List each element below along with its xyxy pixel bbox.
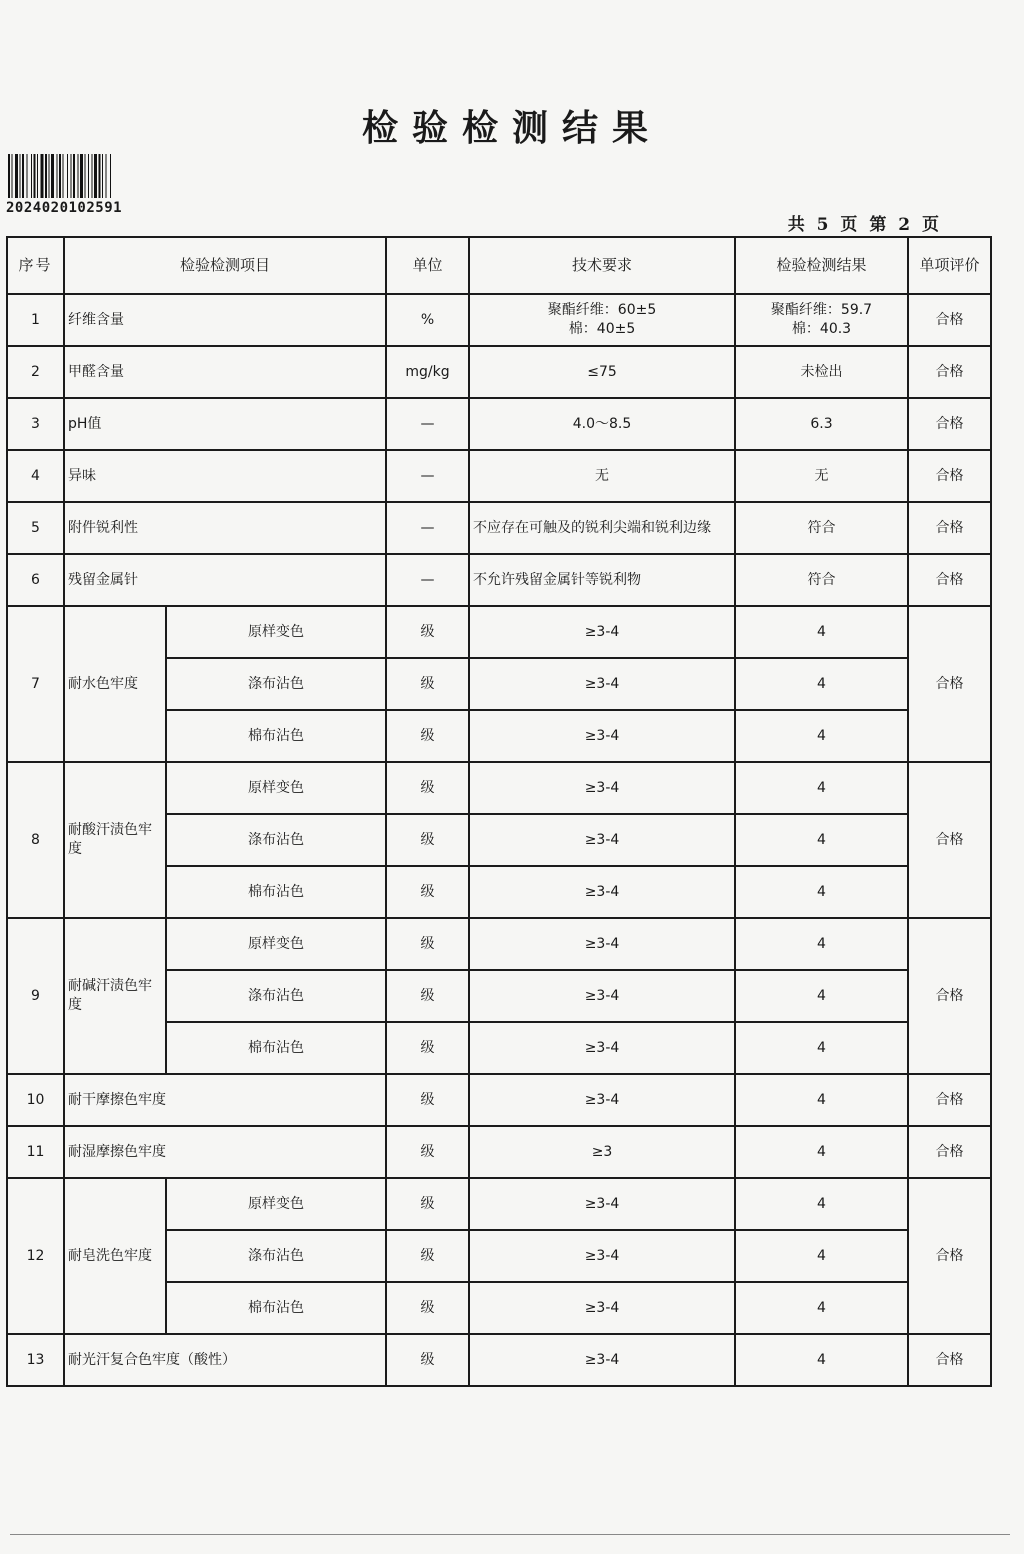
row-result: 6.3 [735, 398, 908, 450]
table-row [7, 294, 991, 346]
row-unit: % [386, 294, 469, 346]
table-row [7, 1126, 991, 1178]
header-seq: 序号 [7, 237, 64, 294]
row-subitem: 原样变色 [166, 918, 386, 970]
row-unit: 级 [386, 814, 469, 866]
row-unit: — [386, 554, 469, 606]
row-subitem: 棉布沾色 [166, 1282, 386, 1334]
row-result: 4 [735, 918, 908, 970]
row-requirement: ≤75 [469, 346, 735, 398]
row-unit: 级 [386, 762, 469, 814]
row-result: 聚酯纤维：59.7 棉：40.3 [735, 294, 908, 346]
row-seq: 6 [7, 554, 64, 606]
row-verdict: 合格 [908, 450, 991, 502]
row-result: 4 [735, 1178, 908, 1230]
row-item: 耐碱汗渍色牢度 [64, 918, 166, 1074]
row-verdict: 合格 [908, 918, 991, 1074]
row-seq: 5 [7, 502, 64, 554]
row-seq: 8 [7, 762, 64, 918]
row-verdict: 合格 [908, 502, 991, 554]
row-unit: 级 [386, 866, 469, 918]
row-item: 异味 [64, 450, 386, 502]
row-subitem: 棉布沾色 [166, 866, 386, 918]
row-unit: — [386, 450, 469, 502]
row-unit: 级 [386, 1230, 469, 1282]
row-result: 4 [735, 866, 908, 918]
row-requirement: 不允许残留金属针等锐利物 [469, 554, 735, 606]
row-item: 耐湿摩擦色牢度 [64, 1126, 386, 1178]
row-item: 附件锐利性 [64, 502, 386, 554]
row-item: 耐酸汗渍色牢度 [64, 762, 166, 918]
row-requirement: 4.0～8.5 [469, 398, 735, 450]
row-requirement: ≥3-4 [469, 970, 735, 1022]
header-result: 检验检测结果 [735, 237, 908, 294]
header-unit: 单位 [386, 237, 469, 294]
row-requirement: ≥3-4 [469, 606, 735, 658]
row-requirement: ≥3-4 [469, 658, 735, 710]
row-subitem: 涤布沾色 [166, 1230, 386, 1282]
header-item: 检验检测项目 [64, 237, 386, 294]
row-verdict: 合格 [908, 346, 991, 398]
row-result: 4 [735, 1022, 908, 1074]
table-row [7, 554, 991, 606]
row-requirement: ≥3-4 [469, 1230, 735, 1282]
table-row [7, 1334, 991, 1386]
row-result: 4 [735, 658, 908, 710]
table-row [7, 398, 991, 450]
row-result: 4 [735, 606, 908, 658]
row-subitem: 涤布沾色 [166, 814, 386, 866]
table-row [7, 606, 991, 658]
table-row [7, 346, 991, 398]
row-unit: 级 [386, 658, 469, 710]
row-subitem: 涤布沾色 [166, 970, 386, 1022]
row-verdict: 合格 [908, 1334, 991, 1386]
row-seq: 7 [7, 606, 64, 762]
row-requirement: ≥3 [469, 1126, 735, 1178]
barcode-icon [6, 154, 166, 198]
row-result: 4 [735, 1334, 908, 1386]
row-subitem: 涤布沾色 [166, 658, 386, 710]
row-subitem: 原样变色 [166, 606, 386, 658]
row-result: 4 [735, 970, 908, 1022]
row-item: 纤维含量 [64, 294, 386, 346]
row-requirement: ≥3-4 [469, 866, 735, 918]
row-unit: — [386, 502, 469, 554]
row-unit: — [386, 398, 469, 450]
row-subitem: 棉布沾色 [166, 710, 386, 762]
row-seq: 9 [7, 918, 64, 1074]
row-seq: 1 [7, 294, 64, 346]
row-seq: 10 [7, 1074, 64, 1126]
row-requirement: ≥3-4 [469, 762, 735, 814]
row-unit: 级 [386, 710, 469, 762]
row-seq: 12 [7, 1178, 64, 1334]
row-seq: 4 [7, 450, 64, 502]
row-verdict: 合格 [908, 554, 991, 606]
row-requirement: 聚酯纤维：60±5 棉：40±5 [469, 294, 735, 346]
row-seq: 3 [7, 398, 64, 450]
table-row [7, 918, 991, 970]
row-item: pH值 [64, 398, 386, 450]
bottom-rule [10, 1534, 1010, 1535]
report-title: 检验检测结果 [361, 108, 662, 149]
row-result: 4 [735, 762, 908, 814]
row-requirement: ≥3-4 [469, 814, 735, 866]
row-result: 4 [735, 814, 908, 866]
row-requirement: ≥3-4 [469, 918, 735, 970]
row-unit: 级 [386, 1126, 469, 1178]
results-table [6, 236, 992, 1387]
row-verdict: 合格 [908, 294, 991, 346]
row-item: 耐水色牢度 [64, 606, 166, 762]
row-item: 甲醛含量 [64, 346, 386, 398]
row-verdict: 合格 [908, 1126, 991, 1178]
row-item: 残留金属针 [64, 554, 386, 606]
row-result: 4 [735, 710, 908, 762]
row-verdict: 合格 [908, 1178, 991, 1334]
row-result: 符合 [735, 502, 908, 554]
row-seq: 13 [7, 1334, 64, 1386]
row-unit: 级 [386, 1074, 469, 1126]
row-unit: 级 [386, 918, 469, 970]
row-item: 耐皂洗色牢度 [64, 1178, 166, 1334]
row-requirement: 无 [469, 450, 735, 502]
header-verdict: 单项评价 [908, 237, 991, 294]
row-verdict: 合格 [908, 762, 991, 918]
row-result: 无 [735, 450, 908, 502]
table-row [7, 762, 991, 814]
row-result: 4 [735, 1282, 908, 1334]
row-verdict: 合格 [908, 1074, 991, 1126]
row-subitem: 原样变色 [166, 1178, 386, 1230]
header-requirement: 技术要求 [469, 237, 735, 294]
row-unit: mg/kg [386, 346, 469, 398]
row-result: 未检出 [735, 346, 908, 398]
row-result: 4 [735, 1230, 908, 1282]
row-unit: 级 [386, 1178, 469, 1230]
row-subitem: 原样变色 [166, 762, 386, 814]
row-unit: 级 [386, 970, 469, 1022]
row-verdict: 合格 [908, 606, 991, 762]
table-row [7, 1074, 991, 1126]
row-requirement: ≥3-4 [469, 1074, 735, 1126]
row-result: 符合 [735, 554, 908, 606]
row-unit: 级 [386, 606, 469, 658]
row-requirement: ≥3-4 [469, 1282, 735, 1334]
row-seq: 2 [7, 346, 64, 398]
table-row [7, 1178, 991, 1230]
table-row [7, 450, 991, 502]
table-header-row [7, 237, 991, 294]
row-unit: 级 [386, 1334, 469, 1386]
row-item: 耐干摩擦色牢度 [64, 1074, 386, 1126]
row-requirement: ≥3-4 [469, 710, 735, 762]
row-unit: 级 [386, 1022, 469, 1074]
row-requirement: ≥3-4 [469, 1022, 735, 1074]
row-result: 4 [735, 1126, 908, 1178]
row-result: 4 [735, 1074, 908, 1126]
row-requirement: ≥3-4 [469, 1334, 735, 1386]
row-seq: 11 [7, 1126, 64, 1178]
barcode-number: 2024020102591 [6, 200, 123, 216]
row-requirement: ≥3-4 [469, 1178, 735, 1230]
row-requirement: 不应存在可触及的锐利尖端和锐利边缘 [469, 502, 735, 554]
row-verdict: 合格 [908, 398, 991, 450]
row-subitem: 棉布沾色 [166, 1022, 386, 1074]
row-item: 耐光汗复合色牢度（酸性） [64, 1334, 386, 1386]
page-info: 共 5 页 第 2 页 [787, 215, 942, 235]
table-row [7, 502, 991, 554]
row-unit: 级 [386, 1282, 469, 1334]
